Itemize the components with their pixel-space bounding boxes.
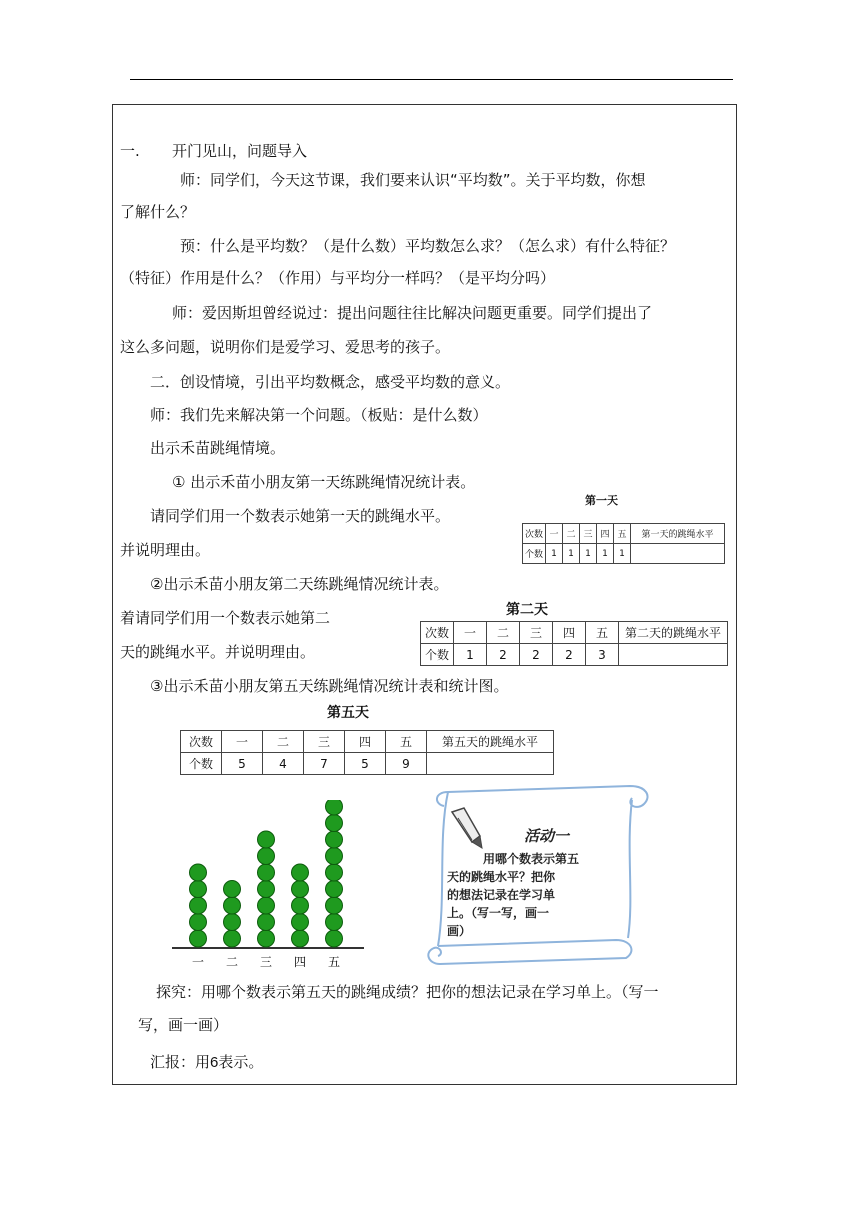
table-cell: 二 [563, 524, 580, 544]
report-text: 表示。 [218, 1053, 264, 1071]
table-cell: 第二天的跳绳水平 [619, 622, 728, 644]
bead [224, 914, 241, 931]
bead [292, 897, 309, 914]
table2-day2 [420, 621, 728, 666]
table-cell: 一 [222, 731, 263, 753]
table-cell: 2 [553, 644, 586, 666]
activity-line: 上。（写一写，画一 [447, 906, 550, 920]
table-cell: 五 [586, 622, 619, 644]
table-cell: 三 [580, 524, 597, 544]
paragraph-line: 师：爱因斯坦曾经说过：提出问题往往比解决问题更重要。同学们提出了 [172, 304, 653, 322]
paragraph-line: ③出示禾苗小朋友第五天练跳绳情况统计表和统计图。 [150, 677, 509, 695]
table-cell: 1 [597, 544, 614, 564]
table-cell: 1 [454, 644, 487, 666]
paragraph-line: 师：我们先来解决第一个问题。（板贴：是什么数） [150, 406, 488, 424]
table-cell [619, 644, 728, 666]
table-cell: 次数 [523, 524, 546, 544]
table-cell: 3 [586, 644, 619, 666]
table-row [421, 622, 728, 644]
table-cell: 7 [304, 753, 345, 775]
x-tick-label: 一 [191, 955, 205, 969]
bead [224, 881, 241, 898]
section-1-number: 一. [120, 142, 140, 160]
paragraph-line: ②出示禾苗小朋友第二天练跳绳情况统计表。 [150, 575, 449, 593]
table-cell: 个数 [523, 544, 546, 564]
table1-title: 第一天 [585, 494, 618, 507]
activity-line: 天的跳绳水平？把你 [447, 870, 556, 884]
bead-column [190, 864, 207, 947]
bead-column [326, 800, 343, 947]
bead [326, 800, 343, 815]
paragraph-line: 并说明理由。 [120, 541, 211, 559]
paragraph-line: 写，画一画） [138, 1016, 229, 1034]
table-cell: 第五天的跳绳水平 [427, 731, 554, 753]
bead [190, 914, 207, 931]
table1-day1 [522, 523, 725, 564]
bead [326, 831, 343, 848]
bead-chart [168, 800, 368, 972]
table-cell [631, 544, 725, 564]
header-rule [130, 79, 733, 80]
table-cell: 四 [553, 622, 586, 644]
table-cell: 1 [546, 544, 563, 564]
table5-title: 第五天 [327, 705, 369, 721]
paragraph-line: 了解什么？ [120, 203, 196, 221]
table-cell: 5 [345, 753, 386, 775]
bead [326, 881, 343, 898]
report-line [150, 1052, 263, 1073]
table-cell: 次数 [181, 731, 222, 753]
bead [190, 930, 207, 947]
activity-line: 的想法记录在学习单 [447, 888, 556, 902]
x-tick-label: 五 [327, 955, 341, 969]
table-cell: 次数 [421, 622, 454, 644]
table-cell: 1 [580, 544, 597, 564]
table-cell: 四 [345, 731, 386, 753]
section-1-heading: 开门见山，问题导入 [172, 142, 308, 160]
bead [326, 914, 343, 931]
bead [190, 881, 207, 898]
bead [292, 864, 309, 881]
table-cell: 1 [563, 544, 580, 564]
activity-title: 活动一 [524, 827, 570, 845]
paragraph-line: 着请同学们用一个数表示她第二 [120, 609, 331, 627]
pencil-icon [446, 806, 486, 852]
paragraph-line: 师：同学们，今天这节课，我们要来认识“平均数”。关于平均数，你想 [180, 171, 646, 189]
table-cell: 5 [222, 753, 263, 775]
paragraph-line: 出示禾苗跳绳情境。 [150, 439, 286, 457]
paragraph-line: 请同学们用一个数表示她第一天的跳绳水平。 [150, 507, 451, 525]
bead [326, 848, 343, 865]
bead [292, 930, 309, 947]
table-cell: 五 [614, 524, 631, 544]
bead [224, 897, 241, 914]
table-cell: 三 [304, 731, 345, 753]
x-tick-label: 二 [225, 955, 239, 969]
bead [190, 897, 207, 914]
table-cell: 9 [386, 753, 427, 775]
table-cell: 三 [520, 622, 553, 644]
table-cell: 一 [546, 524, 563, 544]
table-cell: 一 [454, 622, 487, 644]
report-text: 汇报：用 [150, 1053, 211, 1071]
bead-column [224, 881, 241, 948]
paragraph-line: ① 出示禾苗小朋友第一天练跳绳情况统计表。 [172, 473, 476, 491]
table-cell: 2 [487, 644, 520, 666]
bead [258, 848, 275, 865]
table-row [181, 753, 554, 775]
bead-column [292, 864, 309, 947]
paragraph-line: 预：什么是平均数？（是什么数）平均数怎么求？（怎么求）有什么特征？ [180, 237, 676, 255]
table-cell [427, 753, 554, 775]
report-number: 6 [210, 1054, 219, 1071]
bead [258, 930, 275, 947]
bead [292, 881, 309, 898]
activity-line: 画） [447, 924, 472, 938]
table-cell: 个数 [181, 753, 222, 775]
paragraph-line: （特征）作用是什么？（作用）与平均分一样吗？（是平均分吗） [120, 269, 556, 287]
table-cell: 2 [520, 644, 553, 666]
bead-column [258, 831, 275, 947]
paragraph-line: 这么多问题，说明你们是爱学习、爱思考的孩子。 [120, 338, 451, 356]
table-row [523, 524, 725, 544]
table-row [421, 644, 728, 666]
table-cell: 五 [386, 731, 427, 753]
table-cell: 个数 [421, 644, 454, 666]
table5-day5 [180, 730, 554, 775]
bead [258, 914, 275, 931]
table-cell: 四 [597, 524, 614, 544]
bead [326, 930, 343, 947]
bead [258, 897, 275, 914]
section-2-heading: 二．创设情境，引出平均数概念，感受平均数的意义。 [150, 373, 511, 391]
bead [326, 897, 343, 914]
bead [326, 864, 343, 881]
paragraph-line: 天的跳绳水平。并说明理由。 [120, 643, 316, 661]
bead [258, 881, 275, 898]
table-cell: 1 [614, 544, 631, 564]
table-row [181, 731, 554, 753]
x-tick-label: 三 [259, 955, 273, 969]
bead [326, 815, 343, 832]
table-row [523, 544, 725, 564]
table-cell: 二 [487, 622, 520, 644]
table-cell: 二 [263, 731, 304, 753]
table-cell: 4 [263, 753, 304, 775]
table2-title: 第二天 [506, 602, 548, 618]
activity-line: 用哪个数表示第五 [483, 852, 580, 866]
x-tick-label: 四 [293, 955, 307, 969]
table-cell: 第一天的跳绳水平 [631, 524, 725, 544]
paragraph-line: 探究：用哪个数表示第五天的跳绳成绩？把你的想法记录在学习单上。（写一 [156, 983, 659, 1001]
bead [190, 864, 207, 881]
bead [224, 930, 241, 947]
bead [258, 831, 275, 848]
bead [258, 864, 275, 881]
bead [292, 914, 309, 931]
